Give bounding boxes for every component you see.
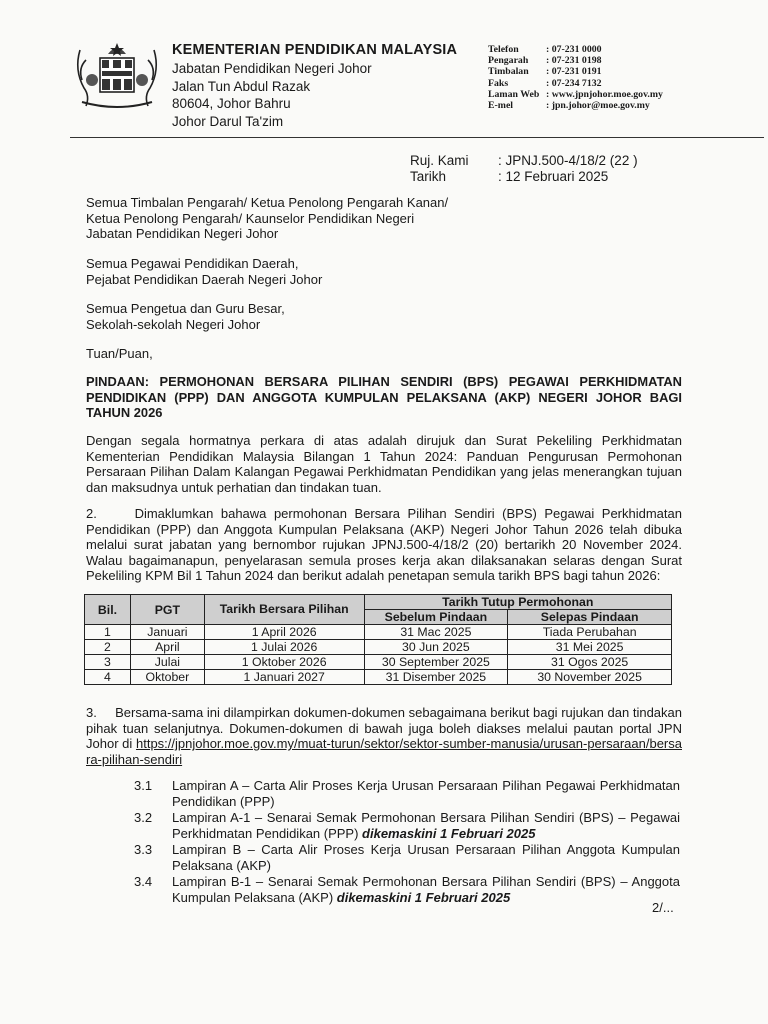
attachment-text: Lampiran B – Carta Alir Proses Kerja Urusan Persaraan Pilihan Anggota Kumpulan Pelaksana (AKP): [172, 842, 680, 873]
contact-label: Timbalan: [488, 66, 529, 78]
reference-row: [410, 169, 638, 185]
cell-selepas: 31 Mei 2025: [508, 640, 672, 655]
contact-row: [488, 44, 663, 55]
cell-bil: 4: [85, 670, 131, 685]
cell-selepas: 30 November 2025: [508, 670, 672, 685]
contact-label: Pengarah: [488, 55, 529, 67]
contact-label: Telefon: [488, 44, 519, 55]
attachment-number: 3.1: [134, 778, 153, 793]
contact-label: Laman Web: [488, 88, 540, 100]
list-item: [134, 778, 680, 809]
contact-value: : 07-234 7132: [546, 77, 602, 89]
address-line: Jabatan Pendidikan Negeri Johor: [172, 61, 372, 76]
table-row: [85, 670, 672, 685]
cell-bil: 2: [85, 640, 131, 655]
attachment-update-note: dikemaskini 1 Februari 2025: [336, 889, 511, 905]
attachment-number: 3.4: [134, 874, 153, 889]
contact-row: [488, 55, 663, 66]
contact-block: [488, 44, 663, 111]
paragraph-3: [86, 705, 682, 767]
page-continuation-marker: 2/...: [652, 900, 674, 915]
bps-date-table: [84, 594, 672, 685]
address-line: Jalan Tun Abdul Razak: [172, 78, 311, 94]
paragraph-3-text: 3. Bersama-sama ini dilampirkan dokumen-dokumen sebagaimana berikut bagi rujukan dan tindakan pihak tuan selanjutnya. Dokumen-dokumen di bawah juga boleh diakses melalui pautan portal JPN Johor di: [86, 705, 682, 751]
contact-value: : 07-231 0198: [546, 55, 602, 67]
recipient-line: Pejabat Pendidikan Daerah Negeri Johor: [86, 271, 323, 287]
attachment-update-note: dikemaskini 1 Februari 2025: [362, 825, 536, 841]
contact-row: [488, 100, 663, 111]
header-tarikh-bersara: Tarikh Bersara Pilihan: [204, 595, 364, 625]
attachment-number: 3.3: [134, 842, 153, 857]
contact-row: [488, 66, 663, 77]
recipient-group: [86, 256, 682, 287]
header-pgt: PGT: [130, 595, 204, 625]
ruj-value: : JPNJ.500-4/18/2 (22 ): [498, 153, 638, 168]
attachment-desc: Lampiran B-1 – Senarai Semak Permohonan Bersara Pilihan Sendiri (BPS) – Anggota Kumpulan Pelaksana (AKP): [172, 874, 680, 905]
header-sebelum: Sebelum Pindaan: [364, 610, 508, 625]
attachment-number: 3.2: [134, 810, 153, 825]
contact-row: [488, 78, 663, 89]
table-header-row: [85, 595, 672, 610]
paragraph-2: 2. Dimaklumkan bahawa permohonan Bersara Pilihan Sendiri (BPS) Pegawai Perkhidmatan Pendidikan (PPP) dan Anggota Kumpulan Pelaksana (AKP) Negeri Johor Tahun 2026 telah dibuka melalui surat jabatan yang bernombor rujukan JPNJ.500-4/18/2 (20) bertarikh 20 November 2024. Walau bagaimanapun, penyelarasan semula proses kerja akan dilaksanakan selaras dengan Surat Pekeliling KPM Bil 1 Tahun 2024 dan berikut adalah penetapan semula tarikh BPS bagi tahun 2026:: [86, 506, 682, 583]
recipient-line: Semua Pegawai Pendidikan Daerah,: [86, 256, 299, 271]
salutation: Tuan/Puan,: [86, 346, 153, 361]
ruj-label: Ruj. Kami: [410, 153, 469, 168]
table-row: [85, 625, 672, 640]
list-item: [134, 842, 680, 873]
recipient-line: Jabatan Pendidikan Negeri Johor: [86, 226, 279, 241]
tarikh-value: : 12 Februari 2025: [498, 169, 609, 184]
list-item: [134, 874, 680, 905]
cell-pgt: Julai: [130, 655, 204, 670]
cell-bil: 3: [85, 655, 131, 670]
subject-heading: PINDAAN: PERMOHONAN BERSARA PILIHAN SENDIRI (BPS) PEGAWAI PERKHIDMATAN PENDIDIKAN (PPP) DAN ANGGOTA KUMPULAN PELAKSANA (AKP) NEGERI JOHOR BAGI TAHUN 2026: [86, 374, 682, 420]
cell-bersara: 1 Julai 2026: [204, 640, 364, 655]
contact-value: : www.jpnjohor.moe.gov.my: [546, 88, 663, 100]
attachment-desc: Lampiran A-1 – Senarai Semak Permohonan Bersara Pilihan Sendiri (BPS) – Pegawai Perkhidmatan Pendidikan (PPP): [172, 810, 680, 841]
contact-label: Faks: [488, 77, 509, 89]
cell-bil: 1: [85, 625, 131, 640]
contact-value: : 07-231 0000: [546, 44, 602, 55]
address-line: 80604, Johor Bahru: [172, 96, 291, 111]
contact-label: E-mel: [488, 100, 514, 112]
cell-selepas: 31 Ogos 2025: [508, 655, 672, 670]
header-selepas: Selepas Pindaan: [508, 610, 672, 625]
cell-pgt: Januari: [130, 625, 204, 640]
header-bil: Bil.: [85, 595, 131, 625]
contact-value: : 07-231 0191: [546, 66, 602, 78]
cell-bersara: 1 Oktober 2026: [204, 655, 364, 670]
cell-sebelum: 31 Disember 2025: [364, 670, 508, 685]
recipient-group: [86, 195, 682, 242]
recipient-line: Sekolah-sekolah Negeri Johor: [86, 316, 261, 332]
tarikh-label: Tarikh: [410, 169, 447, 184]
cell-bersara: 1 April 2026: [204, 625, 364, 640]
cell-sebelum: 30 September 2025: [364, 655, 508, 670]
recipient-line: Ketua Penolong Pengarah/ Kaunselor Pendidikan Negeri: [86, 210, 415, 226]
ministry-name: KEMENTERIAN PENDIDIKAN MALAYSIA: [172, 42, 458, 58]
reference-row: [410, 153, 638, 169]
recipient-line: Semua Pengetua dan Guru Besar,: [86, 301, 285, 316]
cell-sebelum: 30 Jun 2025: [364, 640, 508, 655]
recipient-line: Semua Timbalan Pengarah/ Ketua Penolong Pengarah Kanan/: [86, 195, 449, 210]
header-divider: [70, 137, 764, 138]
cell-selepas: Tiada Perubahan: [508, 625, 672, 640]
cell-sebelum: 31 Mac 2025: [364, 625, 508, 640]
header-tarikh-tutup: Tarikh Tutup Permohonan: [364, 595, 672, 610]
recipient-group: [86, 301, 682, 332]
contact-value: : jpn.johor@moe.gov.my: [546, 100, 650, 112]
reference-block: [410, 153, 638, 185]
attachment-text: [172, 874, 680, 905]
contact-row: [488, 89, 663, 100]
cell-pgt: Oktober: [130, 670, 204, 685]
table-row: [85, 640, 672, 655]
cell-bersara: 1 Januari 2027: [204, 670, 364, 685]
cell-pgt: April: [130, 640, 204, 655]
paragraph-1: Dengan segala hormatnya perkara di atas adalah dirujuk dan Surat Pekeliling Perkhidmatan Kementerian Pendidikan Malaysia Bilangan 1 Tahun 2024: Panduan Pengurusan Permohonan Persaraan Pilihan Dalam Kalangan Pegawai Perkhidmatan Pendidikan yang jelas menerangkan tujuan dan maksudnya untuk perhatian dan tindakan tuan.: [86, 433, 682, 495]
attachment-list: [134, 778, 680, 906]
jata-negara-crest-icon: [72, 40, 162, 112]
attachment-text: [172, 810, 680, 841]
address-line: Johor Darul Ta'zim: [172, 113, 284, 129]
attachment-text: Lampiran A – Carta Alir Proses Kerja Urusan Persaraan Pilihan Pegawai Perkhidmatan Pendidikan (PPP): [172, 778, 680, 809]
portal-link[interactable]: https://jpnjohor.moe.gov.my/muat-turun/sektor/sektor-sumber-manusia/urusan-persaraan/bersara-pilihan-sendiri: [86, 736, 682, 767]
list-item: [134, 810, 680, 841]
table-row: [85, 655, 672, 670]
